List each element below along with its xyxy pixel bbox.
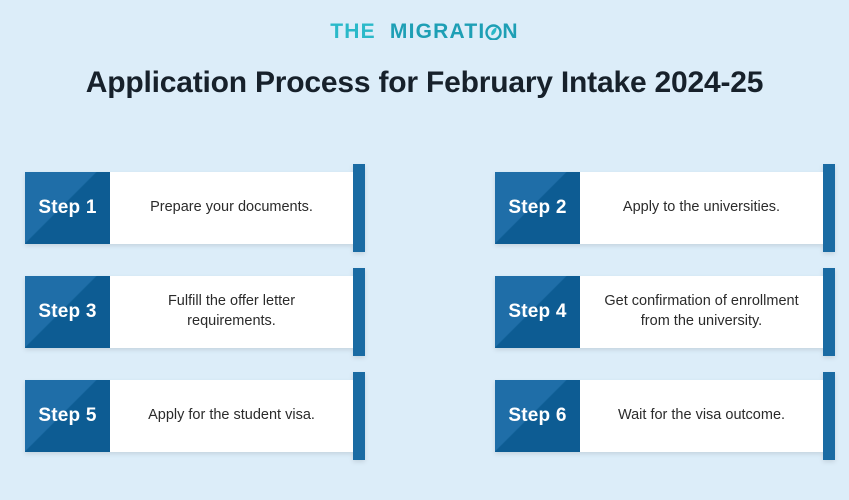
step-body xyxy=(110,172,353,244)
brand-word-migration-tail: N xyxy=(502,20,519,43)
step-text: Fulfill the offer letter requirements. xyxy=(167,293,296,329)
step-accent-tab xyxy=(353,268,365,356)
brand-logo xyxy=(0,0,849,44)
step-text: Wait for the visa outcome. xyxy=(617,407,786,424)
step-card xyxy=(25,276,365,348)
step-card xyxy=(25,172,365,244)
step-body xyxy=(580,276,823,348)
step-text: Apply for the student visa. xyxy=(148,407,315,424)
step-body xyxy=(110,276,353,348)
brand-word-the: THE xyxy=(330,20,376,43)
step-badge: Step 1 xyxy=(25,172,110,244)
step-text: Apply to the universities. xyxy=(622,199,781,216)
step-card xyxy=(495,276,835,348)
steps-grid xyxy=(25,172,825,452)
step-accent-tab xyxy=(353,372,365,460)
page-title: Application Process for February Intake 2024-25 xyxy=(85,66,764,99)
step-body xyxy=(110,380,353,452)
step-badge: Step 4 xyxy=(495,276,580,348)
step-accent-tab xyxy=(823,268,835,356)
step-accent-tab xyxy=(353,164,365,252)
step-text: Prepare your documents. xyxy=(150,199,313,216)
leaf-icon xyxy=(485,23,502,40)
step-badge: Step 5 xyxy=(25,380,110,452)
step-text: Get confirmation of enrollment from the university. xyxy=(604,293,799,329)
step-badge: Step 3 xyxy=(25,276,110,348)
step-badge: Step 2 xyxy=(495,172,580,244)
brand-word-migration: MIGRATI xyxy=(389,20,486,43)
step-body xyxy=(580,172,823,244)
step-accent-tab xyxy=(823,372,835,460)
step-card xyxy=(495,172,835,244)
step-card xyxy=(25,380,365,452)
step-body xyxy=(580,380,823,452)
step-card xyxy=(495,380,835,452)
step-accent-tab xyxy=(823,164,835,252)
step-badge: Step 6 xyxy=(495,380,580,452)
